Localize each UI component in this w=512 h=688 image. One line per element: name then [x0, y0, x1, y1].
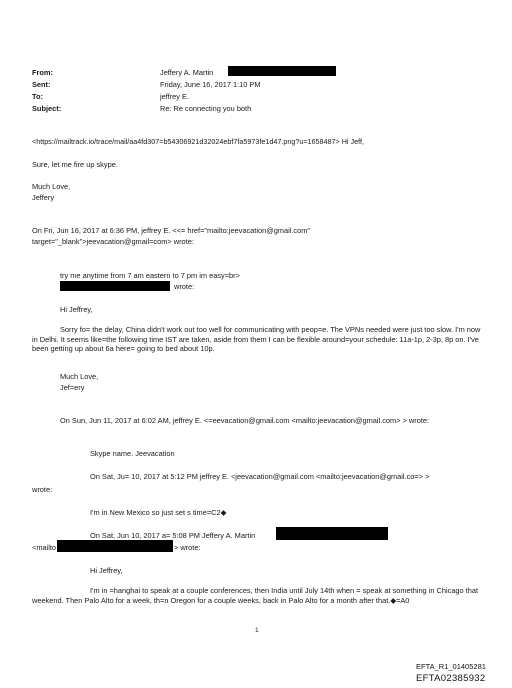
bates-number-1: EFTA_R1_01405281 [416, 662, 486, 671]
subject-value: Re: Re connecting you both [160, 104, 252, 113]
skype-line: Skype name. Jeevacation [90, 449, 175, 458]
signoff-name-1: Jeffery [32, 193, 55, 202]
quote2-header: On Sun, Jun 11, 2017 at 6:02 AM, jeffrey E. <=eevacation@gmail.com <mailto:jeevacation@gmail.com> > wrote: [60, 416, 430, 425]
para-shanghai: I'm in =hanghai to speak at a couple conferences, then India until July 14th when = speak at something in Chicago that weekend. Then Palo Alto for a week, th=n Oregon for a couple weeks, back in Palo Alto for a month after that.◆=A0 [32, 586, 479, 605]
signoff-2: Much Love, [60, 372, 99, 381]
new-mexico-line: I'm in New Mexico so just set s time=C2◆ [90, 508, 227, 517]
quote1-header-line2: target="_blank">jeevacation@gmail=com> wrote: [32, 237, 194, 246]
from-label: From: [32, 68, 53, 77]
sent-value: Friday, June 16, 2017 1:10 PM [160, 80, 261, 89]
redaction-quote4-mailto [57, 540, 173, 552]
quote4-header-line1: On Sat, Jun 10, 2017 a= 5:08 PM Jeffery A. Martin [90, 531, 256, 540]
from-value: Jeffery A. Martin [160, 68, 214, 77]
try-wrote: wrote: [174, 282, 195, 291]
quote3-header-line2: wrote: [32, 485, 53, 494]
try-line: try me anytime from 7 am eastern to 7 pm im easy=br> [60, 271, 240, 280]
sent-label: Sent: [32, 80, 51, 89]
to-value: jeffrey E. [160, 92, 190, 101]
redaction-quote1-sender [60, 281, 170, 291]
quote3-header-line1: On Sat, Ju= 10, 2017 at 5:12 PM jeffrey E. <jeevacation@gmail.com <mailto:jeevacation@gmail.co=> > [90, 472, 430, 481]
para-sorry: Sorry fo= the delay, China didn't work out too well for communicating with peop=e. The VPNs needed were just too slow. I'm now in Delhi. It seems like=the following time IST are taken, aside from them I can be flexible around=your schedule: 11a-1p, 2-3p, 8p on. I've been getting up about 6a here= going to bed about 10p. [32, 325, 481, 354]
reply-line: Sure, let me fire up skype. [32, 160, 118, 169]
bates-number-2: EFTA02385932 [416, 673, 486, 684]
quote1-header-line1: On Fri, Jun 16, 2017 at 6:36 PM, jeffrey E. <<= href="mailto:jeevacation@gmail.com" [32, 226, 310, 235]
redaction-from-email [228, 66, 336, 76]
subject-label: Subject: [32, 104, 62, 113]
tracking-line: <https://mailtrack.io/trace/mail/aa4fd307=b54306921d32024ebf7fa5973fe1d47.png?u=1658487> Hi Jeff, [32, 137, 364, 146]
redaction-quote4-email [276, 527, 388, 540]
quote4-mailto: <mailto [32, 543, 57, 552]
signoff-1: Much Love, [32, 182, 71, 191]
to-label: To: [32, 92, 43, 101]
quote4-wrote: > wrote: [174, 543, 201, 552]
greeting-2: Hi Jeffrey, [60, 305, 93, 314]
signoff-name-2: Jef=ery [60, 383, 85, 392]
page-number: 1 [255, 627, 259, 634]
greeting-3: Hi Jeffrey, [90, 566, 123, 575]
